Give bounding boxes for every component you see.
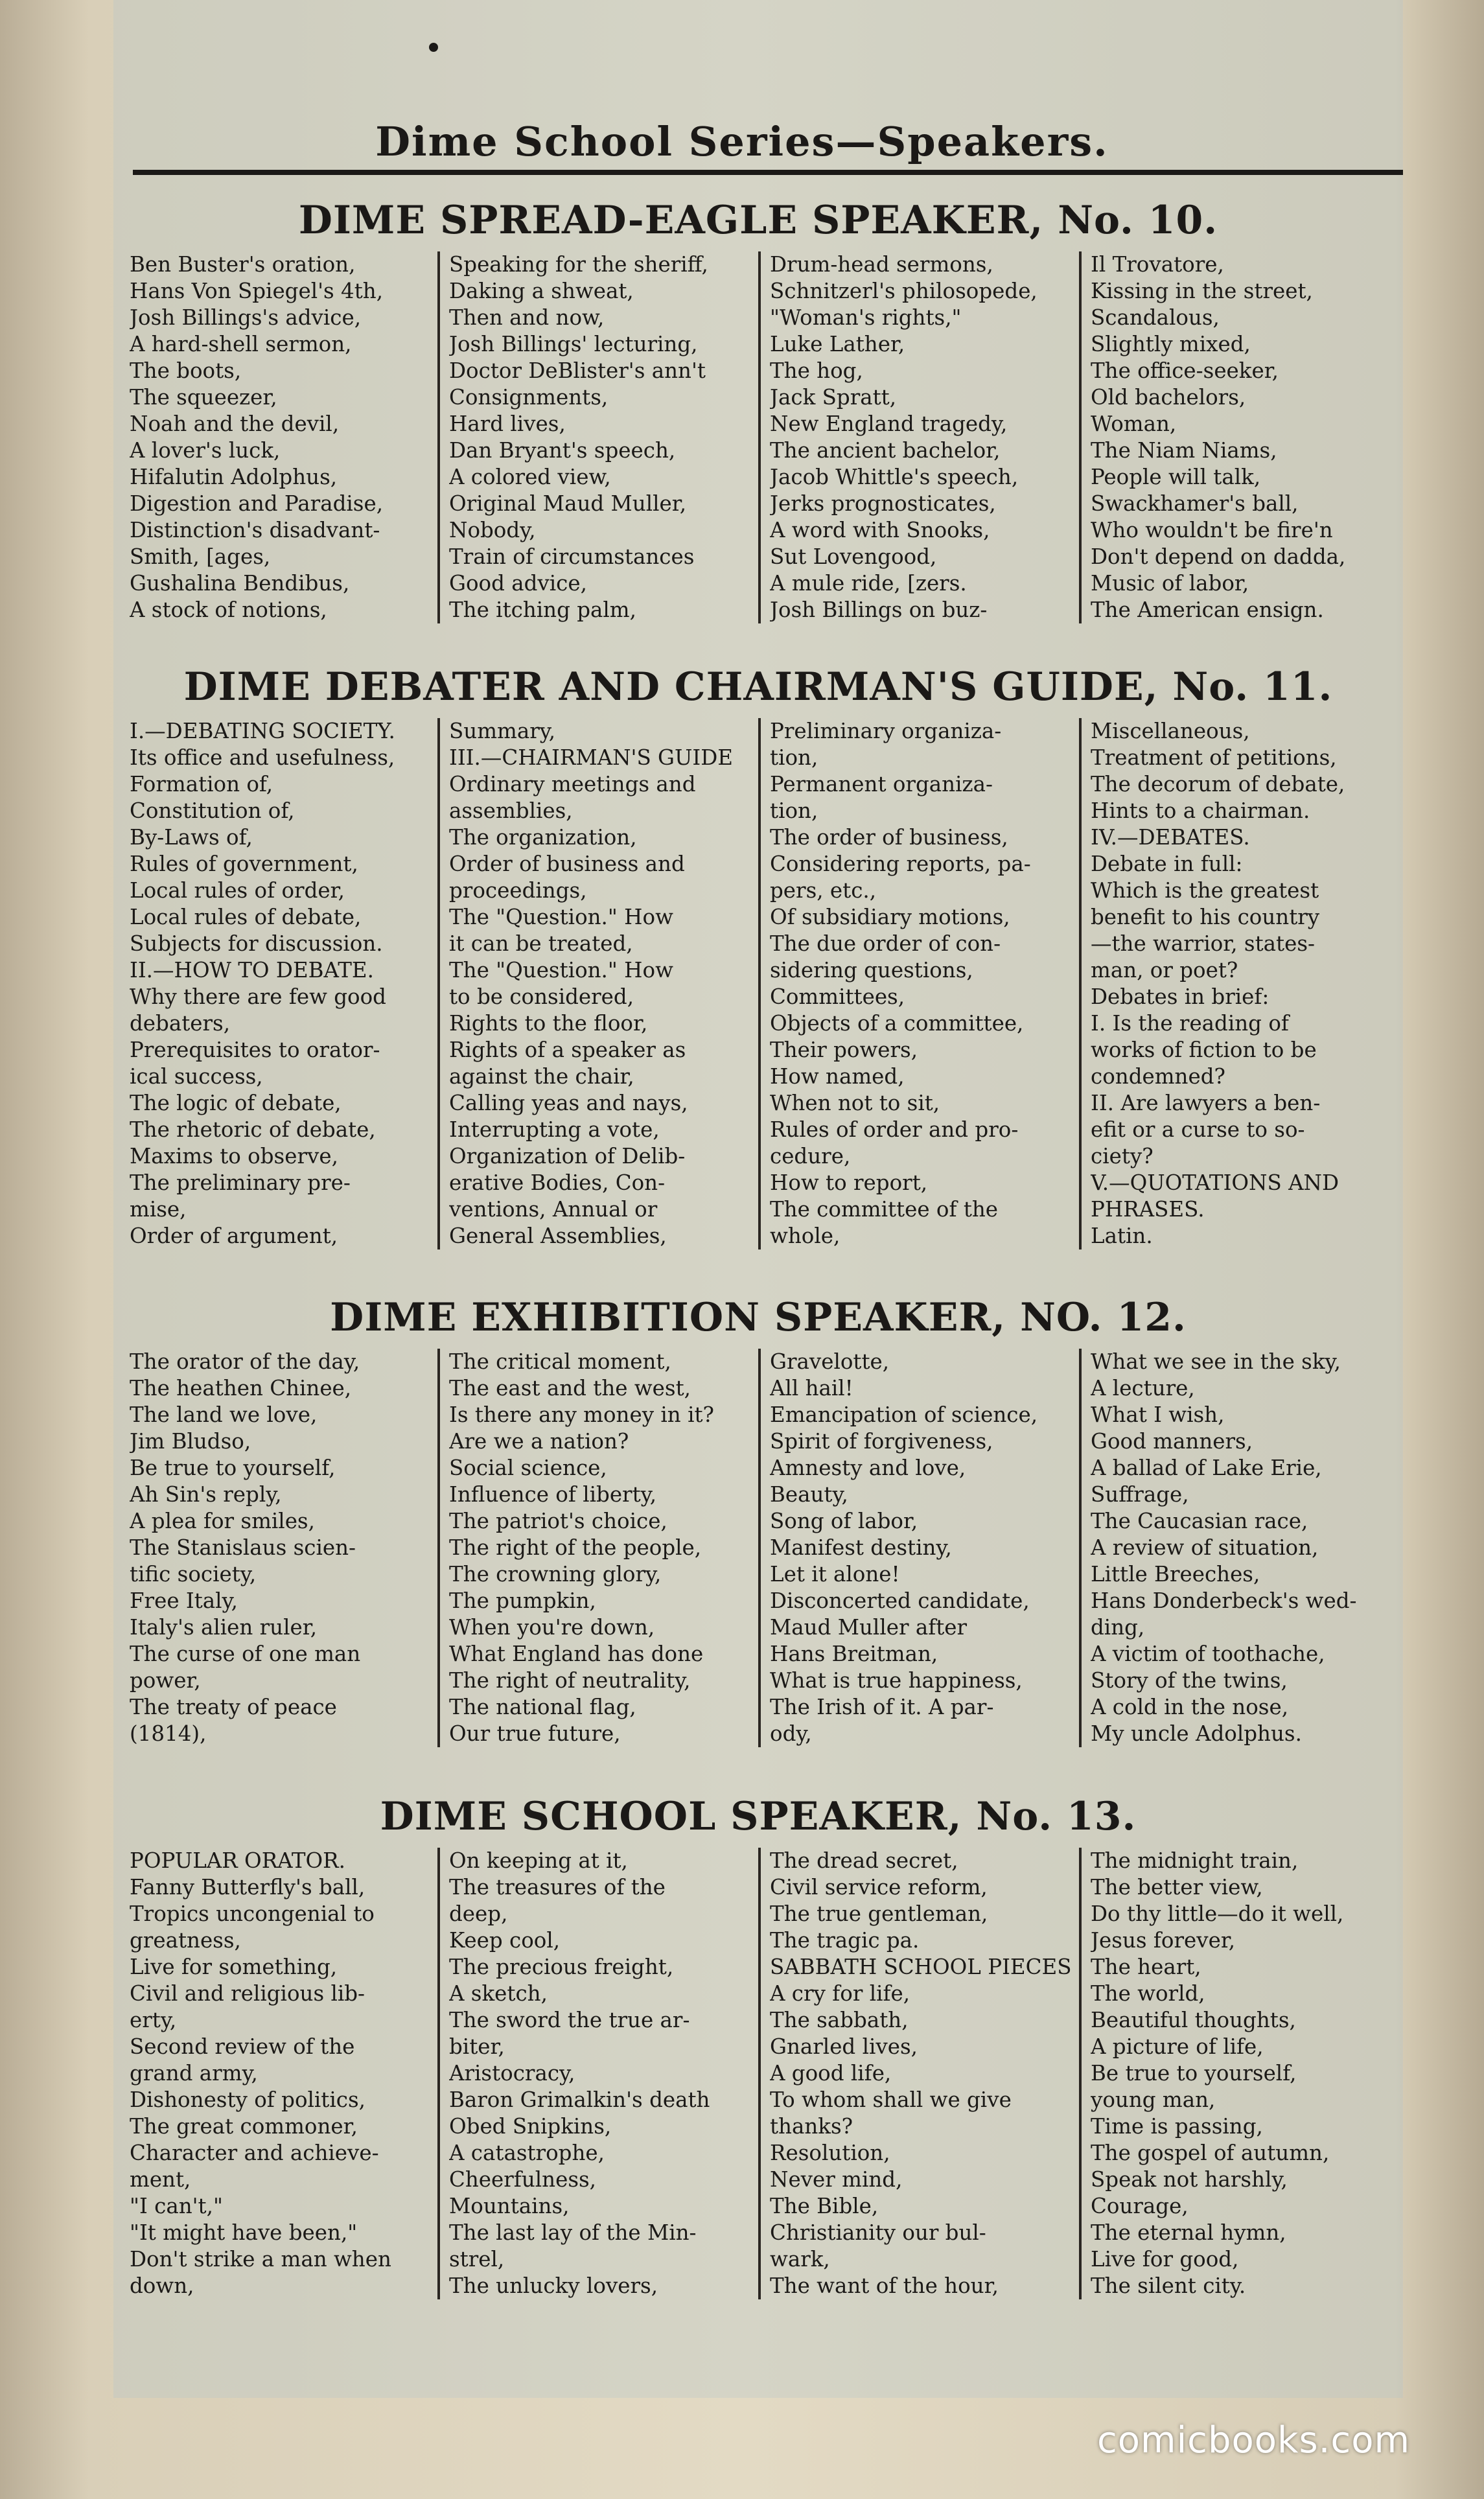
list-item: cedure, xyxy=(770,1144,851,1168)
list-item: The silent city. xyxy=(1091,2273,1246,2298)
column-2 xyxy=(437,718,758,1250)
section-columns xyxy=(117,251,1400,623)
list-item: How named, xyxy=(770,1064,905,1089)
list-item: Good advice, xyxy=(449,571,587,596)
list-item: Constitution of, xyxy=(130,798,295,823)
list-item: Jerks prognosticates, xyxy=(770,491,996,516)
list-item: Subjects for discussion. xyxy=(130,931,383,956)
list-item: Woman, xyxy=(1091,412,1177,436)
list-item: All hail! xyxy=(770,1376,853,1401)
list-item: Music of labor, xyxy=(1091,571,1249,596)
list-item: greatness, xyxy=(130,1928,241,1953)
list-item: erty, xyxy=(130,2008,177,2032)
section-title: DIME SPREAD-EAGLE SPEAKER, No. 10. xyxy=(298,198,1218,243)
list-item: wark, xyxy=(770,2247,830,2272)
column-3 xyxy=(758,1349,1079,1747)
list-item: Original Maud Muller, xyxy=(449,491,687,516)
list-item: A cold in the nose, xyxy=(1091,1695,1289,1719)
list-item: The better view, xyxy=(1091,1875,1263,1900)
list-item: The "Question." How xyxy=(449,958,673,982)
list-item: The rhetoric of debate, xyxy=(130,1117,376,1142)
list-item: tion, xyxy=(770,745,818,770)
list-item: ding, xyxy=(1091,1615,1145,1640)
list-item: Formation of, xyxy=(130,772,273,796)
list-item: A catastrophe, xyxy=(449,2141,605,2165)
list-item: The itching palm, xyxy=(449,598,636,622)
list-item: Obed Snipkins, xyxy=(449,2114,612,2139)
list-item: Distinction's disadvant- xyxy=(130,518,380,542)
list-item: The precious freight, xyxy=(449,1955,674,1979)
list-item: Committees, xyxy=(770,984,905,1009)
list-item: Free Italy, xyxy=(130,1588,238,1613)
list-item: Maxims to observe, xyxy=(130,1144,338,1168)
list-item: A good life, xyxy=(770,2061,892,2086)
list-item: to be considered, xyxy=(449,984,634,1009)
list-item: Who wouldn't be fire'n xyxy=(1091,518,1333,542)
running-head: Dime School Series—Speakers. xyxy=(375,118,1109,165)
list-item: The committee of the xyxy=(770,1197,999,1222)
list-item: Speaking for the sheriff, xyxy=(449,252,708,277)
list-item: sidering questions, xyxy=(770,958,973,982)
list-item: On keeping at it, xyxy=(449,1848,628,1873)
list-item: A victim of toothache, xyxy=(1091,1642,1325,1666)
list-item: Hans Breitman, xyxy=(770,1642,938,1666)
list-item: Miscellaneous, xyxy=(1091,719,1250,743)
list-item: Time is passing, xyxy=(1091,2114,1263,2139)
list-item: The heart, xyxy=(1091,1955,1201,1979)
column-1 xyxy=(117,718,437,1250)
list-item: Its office and usefulness, xyxy=(130,745,395,770)
list-item: A ballad of Lake Erie, xyxy=(1091,1456,1322,1480)
list-item: Baron Grimalkin's death xyxy=(449,2087,710,2112)
list-item: Why there are few good xyxy=(130,984,386,1009)
column-3 xyxy=(758,251,1079,623)
column-4 xyxy=(1079,718,1400,1250)
list-item: Il Trovatore, xyxy=(1091,252,1224,277)
list-item: thanks? xyxy=(770,2114,853,2139)
list-item: The boots, xyxy=(130,358,242,383)
list-item: Keep cool, xyxy=(449,1928,561,1953)
list-item: Christianity our bul- xyxy=(770,2220,986,2245)
section-title: DIME EXHIBITION SPEAKER, NO. 12. xyxy=(330,1295,1187,1340)
list-item: benefit to his country xyxy=(1091,905,1320,929)
column-3 xyxy=(758,1848,1079,2299)
list-item: —the warrior, states- xyxy=(1091,931,1315,956)
list-item: condemned? xyxy=(1091,1064,1225,1089)
list-item: power, xyxy=(130,1668,201,1693)
list-item: Beautiful thoughts, xyxy=(1091,2008,1296,2032)
list-item: Order of argument, xyxy=(130,1224,338,1248)
list-item: A stock of notions, xyxy=(130,598,327,622)
list-item: Courage, xyxy=(1091,2194,1188,2218)
list-item: "I can't," xyxy=(130,2194,223,2218)
list-item: People will talk, xyxy=(1091,465,1261,489)
list-item: The decorum of debate, xyxy=(1091,772,1345,796)
list-item: II.—HOW TO DEBATE. xyxy=(130,958,374,982)
list-item: Amnesty and love, xyxy=(770,1456,966,1480)
list-item: ment, xyxy=(130,2167,191,2192)
list-item: Rights to the floor, xyxy=(449,1011,648,1036)
section-spread-eagle-speaker xyxy=(117,189,1400,623)
list-item: When not to sit, xyxy=(770,1091,940,1115)
list-item: Then and now, xyxy=(449,305,605,330)
list-item: Live for good, xyxy=(1091,2247,1239,2272)
list-item: ventions, Annual or xyxy=(449,1197,658,1222)
list-item: A plea for smiles, xyxy=(130,1509,315,1533)
list-item: Josh Billings' lecturing, xyxy=(449,332,698,356)
list-item: What I wish, xyxy=(1091,1402,1225,1427)
list-item: Nobody, xyxy=(449,518,536,542)
list-item: Be true to yourself, xyxy=(1091,2061,1297,2086)
list-item: Beauty, xyxy=(770,1482,848,1507)
list-item: The Niam Niams, xyxy=(1091,438,1277,463)
list-item: Dishonesty of politics, xyxy=(130,2087,365,2112)
list-item: man, or poet? xyxy=(1091,958,1238,982)
list-item: proceedings, xyxy=(449,878,587,903)
list-item: Is there any money in it? xyxy=(449,1402,714,1427)
list-item: Permanent organiza- xyxy=(770,772,993,796)
list-item: Ordinary meetings and xyxy=(449,772,696,796)
list-item: Don't strike a man when xyxy=(130,2247,391,2272)
list-item: erative Bodies, Con- xyxy=(449,1170,666,1195)
list-item: The curse of one man xyxy=(130,1642,361,1666)
list-item: Train of circumstances xyxy=(449,544,695,569)
list-item: The orator of the day, xyxy=(130,1349,360,1374)
list-item: Civil and religious lib- xyxy=(130,1981,365,2006)
list-item: Never mind, xyxy=(770,2167,903,2192)
list-item: Josh Billings on buz- xyxy=(770,598,988,622)
list-item: Rights of a speaker as xyxy=(449,1038,686,1062)
list-item: (1814), xyxy=(130,1721,207,1746)
section-columns xyxy=(117,718,1400,1250)
list-item: I. Is the reading of xyxy=(1091,1011,1289,1036)
column-3 xyxy=(758,718,1079,1250)
list-item: Resolution, xyxy=(770,2141,890,2165)
list-item: Preliminary organiza- xyxy=(770,719,1002,743)
list-item: Objects of a committee, xyxy=(770,1011,1024,1036)
list-item: The want of the hour, xyxy=(770,2273,999,2298)
list-item: Are we a nation? xyxy=(449,1429,629,1454)
list-item: Hard lives, xyxy=(449,412,566,436)
list-item: How to report, xyxy=(770,1170,928,1195)
list-item: The Stanislaus scien- xyxy=(130,1535,356,1560)
list-item: A lecture, xyxy=(1091,1376,1195,1401)
list-item: The crowning glory, xyxy=(449,1562,662,1587)
list-item: Which is the greatest xyxy=(1091,878,1319,903)
list-item: What England has done xyxy=(449,1642,704,1666)
list-item: Aristocracy, xyxy=(449,2061,575,2086)
list-item: works of fiction to be xyxy=(1091,1038,1317,1062)
list-item: Luke Lather, xyxy=(770,332,905,356)
list-item: Maud Muller after xyxy=(770,1615,968,1640)
list-item: The tragic pa. xyxy=(770,1928,920,1953)
list-item: Let it alone! xyxy=(770,1562,900,1587)
list-item: Swackhamer's ball, xyxy=(1091,491,1299,516)
list-item: Song of labor, xyxy=(770,1509,918,1533)
list-item: To whom shall we give xyxy=(770,2087,1012,2112)
column-4 xyxy=(1079,1349,1400,1747)
list-item: The national flag, xyxy=(449,1695,636,1719)
list-item: I.—DEBATING SOCIETY. xyxy=(130,719,395,743)
list-item: whole, xyxy=(770,1224,841,1248)
list-item: The eternal hymn, xyxy=(1091,2220,1286,2245)
list-item: Do thy little—do it well, xyxy=(1091,1901,1344,1926)
list-item: Drum-head sermons, xyxy=(770,252,993,277)
list-item: A picture of life, xyxy=(1091,2034,1264,2059)
list-item: When you're down, xyxy=(449,1615,655,1640)
list-item: strel, xyxy=(449,2247,505,2272)
list-item: Schnitzerl's philosopede, xyxy=(770,279,1038,303)
list-item: The order of business, xyxy=(770,825,1008,850)
list-item: Hints to a chairman. xyxy=(1091,798,1310,823)
list-item: Consignments, xyxy=(449,385,609,410)
list-item: The right of neutrality, xyxy=(449,1668,691,1693)
column-4 xyxy=(1079,251,1400,623)
list-item: Slightly mixed, xyxy=(1091,332,1251,356)
list-item: The ancient bachelor, xyxy=(770,438,1001,463)
column-2 xyxy=(437,1848,758,2299)
list-item: Don't depend on dadda, xyxy=(1091,544,1346,569)
list-item: Scandalous, xyxy=(1091,305,1220,330)
site-watermark: comicbooks.com xyxy=(1097,2419,1411,2461)
list-item: grand army, xyxy=(130,2061,258,2086)
list-item: What we see in the sky, xyxy=(1091,1349,1341,1374)
list-item: The dread secret, xyxy=(770,1848,958,1873)
list-item: The American ensign. xyxy=(1091,598,1324,622)
list-item: Interrupting a vote, xyxy=(449,1117,660,1142)
list-item: The heathen Chinee, xyxy=(130,1376,352,1401)
column-1 xyxy=(117,251,437,623)
list-item: The squeezer, xyxy=(130,385,277,410)
list-item: mise, xyxy=(130,1197,187,1222)
list-item: POPULAR ORATOR. xyxy=(130,1848,345,1873)
list-item: Spirit of forgiveness, xyxy=(770,1429,993,1454)
list-item: The right of the people, xyxy=(449,1535,702,1560)
list-item: The "Question." How xyxy=(449,905,673,929)
list-item: IV.—DEBATES. xyxy=(1091,825,1250,850)
list-item: What is true happiness, xyxy=(770,1668,1023,1693)
list-item: A colored view, xyxy=(449,465,611,489)
list-item: The critical moment, xyxy=(449,1349,671,1374)
list-item: Noah and the devil, xyxy=(130,412,340,436)
list-item: Little Breeches, xyxy=(1091,1562,1260,1587)
list-item: deep, xyxy=(449,1901,508,1926)
list-item: Cheerfulness, xyxy=(449,2167,597,2192)
list-item: Daking a shweat, xyxy=(449,279,634,303)
list-item: Jacob Whittle's speech, xyxy=(770,465,1019,489)
list-item: Digestion and Paradise, xyxy=(130,491,384,516)
list-item: Ah Sin's reply, xyxy=(130,1482,282,1507)
list-item: General Assemblies, xyxy=(449,1224,667,1248)
list-item: The sabbath, xyxy=(770,2008,909,2032)
section-exhibition-speaker xyxy=(117,1286,1400,1747)
section-title: DIME SCHOOL SPEAKER, No. 13. xyxy=(380,1794,1137,1839)
list-item: The organization, xyxy=(449,825,637,850)
list-item: Josh Billings's advice, xyxy=(130,305,362,330)
list-item: The land we love, xyxy=(130,1402,318,1427)
list-item: A cry for life, xyxy=(770,1981,910,2006)
list-item: Local rules of order, xyxy=(130,878,345,903)
list-item: The Irish of it. A par- xyxy=(770,1695,994,1719)
list-item: Latin. xyxy=(1091,1224,1153,1248)
list-item: Dan Bryant's speech, xyxy=(449,438,676,463)
column-2 xyxy=(437,1349,758,1747)
list-item: Summary, xyxy=(449,719,556,743)
list-item: The great commoner, xyxy=(130,2114,358,2139)
list-item: ody, xyxy=(770,1721,812,1746)
list-item: By-Laws of, xyxy=(130,825,253,850)
list-item: Treatment of petitions, xyxy=(1091,745,1337,770)
list-item: Italy's alien ruler, xyxy=(130,1615,318,1640)
list-item: II. Are lawyers a ben- xyxy=(1091,1091,1321,1115)
list-item: "It might have been," xyxy=(130,2220,358,2245)
list-item: Hifalutin Adolphus, xyxy=(130,465,338,489)
list-item: "Woman's rights," xyxy=(770,305,962,330)
list-item: ciety? xyxy=(1091,1144,1154,1168)
list-item: Calling yeas and nays, xyxy=(449,1091,688,1115)
section-columns xyxy=(117,1848,1400,2299)
list-item: V.—QUOTATIONS AND xyxy=(1091,1170,1339,1195)
list-item: Debates in brief: xyxy=(1091,984,1270,1009)
column-2 xyxy=(437,251,758,623)
list-item: Of subsidiary motions, xyxy=(770,905,1010,929)
list-item: young man, xyxy=(1091,2087,1216,2112)
list-item: Jack Spratt, xyxy=(770,385,897,410)
list-item: Gushalina Bendibus, xyxy=(130,571,350,596)
list-item: A word with Snooks, xyxy=(770,518,990,542)
list-item: biter, xyxy=(449,2034,505,2059)
list-item: The midnight train, xyxy=(1091,1848,1299,1873)
list-item: The sword the true ar- xyxy=(449,2008,690,2032)
section-debater-chairmans-guide xyxy=(117,656,1400,1250)
list-item: Ben Buster's oration, xyxy=(130,252,356,277)
list-item: pers, etc., xyxy=(770,878,877,903)
list-item: Rules of government, xyxy=(130,852,358,876)
list-item: Tropics uncongenial to xyxy=(130,1901,375,1926)
list-item: debaters, xyxy=(130,1011,231,1036)
list-item: Story of the twins, xyxy=(1091,1668,1288,1693)
list-item: The true gentleman, xyxy=(770,1901,988,1926)
section-school-speaker xyxy=(117,1785,1400,2299)
list-item: The gospel of autumn, xyxy=(1091,2141,1330,2165)
list-item: against the chair, xyxy=(449,1064,634,1089)
section-columns xyxy=(117,1349,1400,1747)
list-item: tion, xyxy=(770,798,818,823)
list-item: New England tragedy, xyxy=(770,412,1008,436)
list-item: A sketch, xyxy=(449,1981,548,2006)
list-item: My uncle Adolphus. xyxy=(1091,1721,1302,1746)
list-item: Their powers, xyxy=(770,1038,918,1062)
list-item: Be true to yourself, xyxy=(130,1456,336,1480)
list-item: Kissing in the street, xyxy=(1091,279,1313,303)
list-item: Smith, [ages, xyxy=(130,544,271,569)
list-item: PHRASES. xyxy=(1091,1197,1205,1222)
column-1 xyxy=(117,1848,437,2299)
section-title: DIME DEBATER AND CHAIRMAN'S GUIDE, No. 11. xyxy=(183,664,1333,710)
list-item: A lover's luck, xyxy=(130,438,281,463)
list-item: The world, xyxy=(1091,1981,1205,2006)
list-item: Order of business and xyxy=(449,852,685,876)
list-item: Emancipation of science, xyxy=(770,1402,1038,1427)
list-item: III.—CHAIRMAN'S GUIDE xyxy=(449,745,734,770)
list-item: assemblies, xyxy=(449,798,573,823)
list-item: Influence of liberty, xyxy=(449,1482,657,1507)
list-item: Manifest destiny, xyxy=(770,1535,952,1560)
list-item: Mountains, xyxy=(449,2194,570,2218)
list-item: The Bible, xyxy=(770,2194,879,2218)
head-rule xyxy=(133,170,1403,175)
list-item: Sut Lovengood, xyxy=(770,544,937,569)
list-item: The office-seeker, xyxy=(1091,358,1279,383)
list-item: The Caucasian race, xyxy=(1091,1509,1308,1533)
list-item: Rules of order and pro- xyxy=(770,1117,1019,1142)
list-item: The patriot's choice, xyxy=(449,1509,667,1533)
list-item: The treaty of peace xyxy=(130,1695,337,1719)
list-item: Old bachelors, xyxy=(1091,385,1246,410)
list-item: ical success, xyxy=(130,1064,263,1089)
list-item: Civil service reform, xyxy=(770,1875,988,1900)
list-item: Debate in full: xyxy=(1091,852,1243,876)
list-item: Jesus forever, xyxy=(1091,1928,1236,1953)
list-item: Gnarled lives, xyxy=(770,2034,918,2059)
list-item: Live for something, xyxy=(130,1955,338,1979)
list-item: it can be treated, xyxy=(449,931,633,956)
list-item: Our true future, xyxy=(449,1721,621,1746)
list-item: A mule ride, [zers. xyxy=(770,571,967,596)
list-item: The due order of con- xyxy=(770,931,1001,956)
list-item: A hard-shell sermon, xyxy=(130,332,352,356)
list-item: Doctor DeBlister's ann't xyxy=(449,358,706,383)
list-item: The east and the west, xyxy=(449,1376,691,1401)
list-item: Gravelotte, xyxy=(770,1349,890,1374)
list-item: Social science, xyxy=(449,1456,607,1480)
list-item: Local rules of debate, xyxy=(130,905,362,929)
list-item: Speak not harshly, xyxy=(1091,2167,1288,2192)
list-item: The logic of debate, xyxy=(130,1091,342,1115)
list-item: SABBATH SCHOOL PIECES xyxy=(770,1955,1072,1979)
list-item: Second review of the xyxy=(130,2034,355,2059)
list-item: The hog, xyxy=(770,358,863,383)
list-item: Hans Donderbeck's wed- xyxy=(1091,1588,1357,1613)
list-item: Prerequisites to orator- xyxy=(130,1038,380,1062)
column-4 xyxy=(1079,1848,1400,2299)
ink-dot xyxy=(429,43,438,52)
list-item: Fanny Butterfly's ball, xyxy=(130,1875,365,1900)
list-item: down, xyxy=(130,2273,194,2298)
list-item: Character and achieve- xyxy=(130,2141,379,2165)
list-item: Organization of Delib- xyxy=(449,1144,686,1168)
list-item: tific society, xyxy=(130,1562,257,1587)
list-item: The pumpkin, xyxy=(449,1588,596,1613)
list-item: Suffrage, xyxy=(1091,1482,1189,1507)
list-item: Hans Von Spiegel's 4th, xyxy=(130,279,384,303)
list-item: A review of situation, xyxy=(1091,1535,1319,1560)
list-item: efit or a curse to so- xyxy=(1091,1117,1305,1142)
list-item: The last lay of the Min- xyxy=(449,2220,697,2245)
column-1 xyxy=(117,1349,437,1747)
list-item: The preliminary pre- xyxy=(130,1170,351,1195)
list-item: Considering reports, pa- xyxy=(770,852,1031,876)
list-item: Jim Bludso, xyxy=(130,1429,251,1454)
list-item: Disconcerted candidate, xyxy=(770,1588,1030,1613)
list-item: The unlucky lovers, xyxy=(449,2273,658,2298)
list-item: Good manners, xyxy=(1091,1429,1253,1454)
list-item: The treasures of the xyxy=(449,1875,666,1900)
